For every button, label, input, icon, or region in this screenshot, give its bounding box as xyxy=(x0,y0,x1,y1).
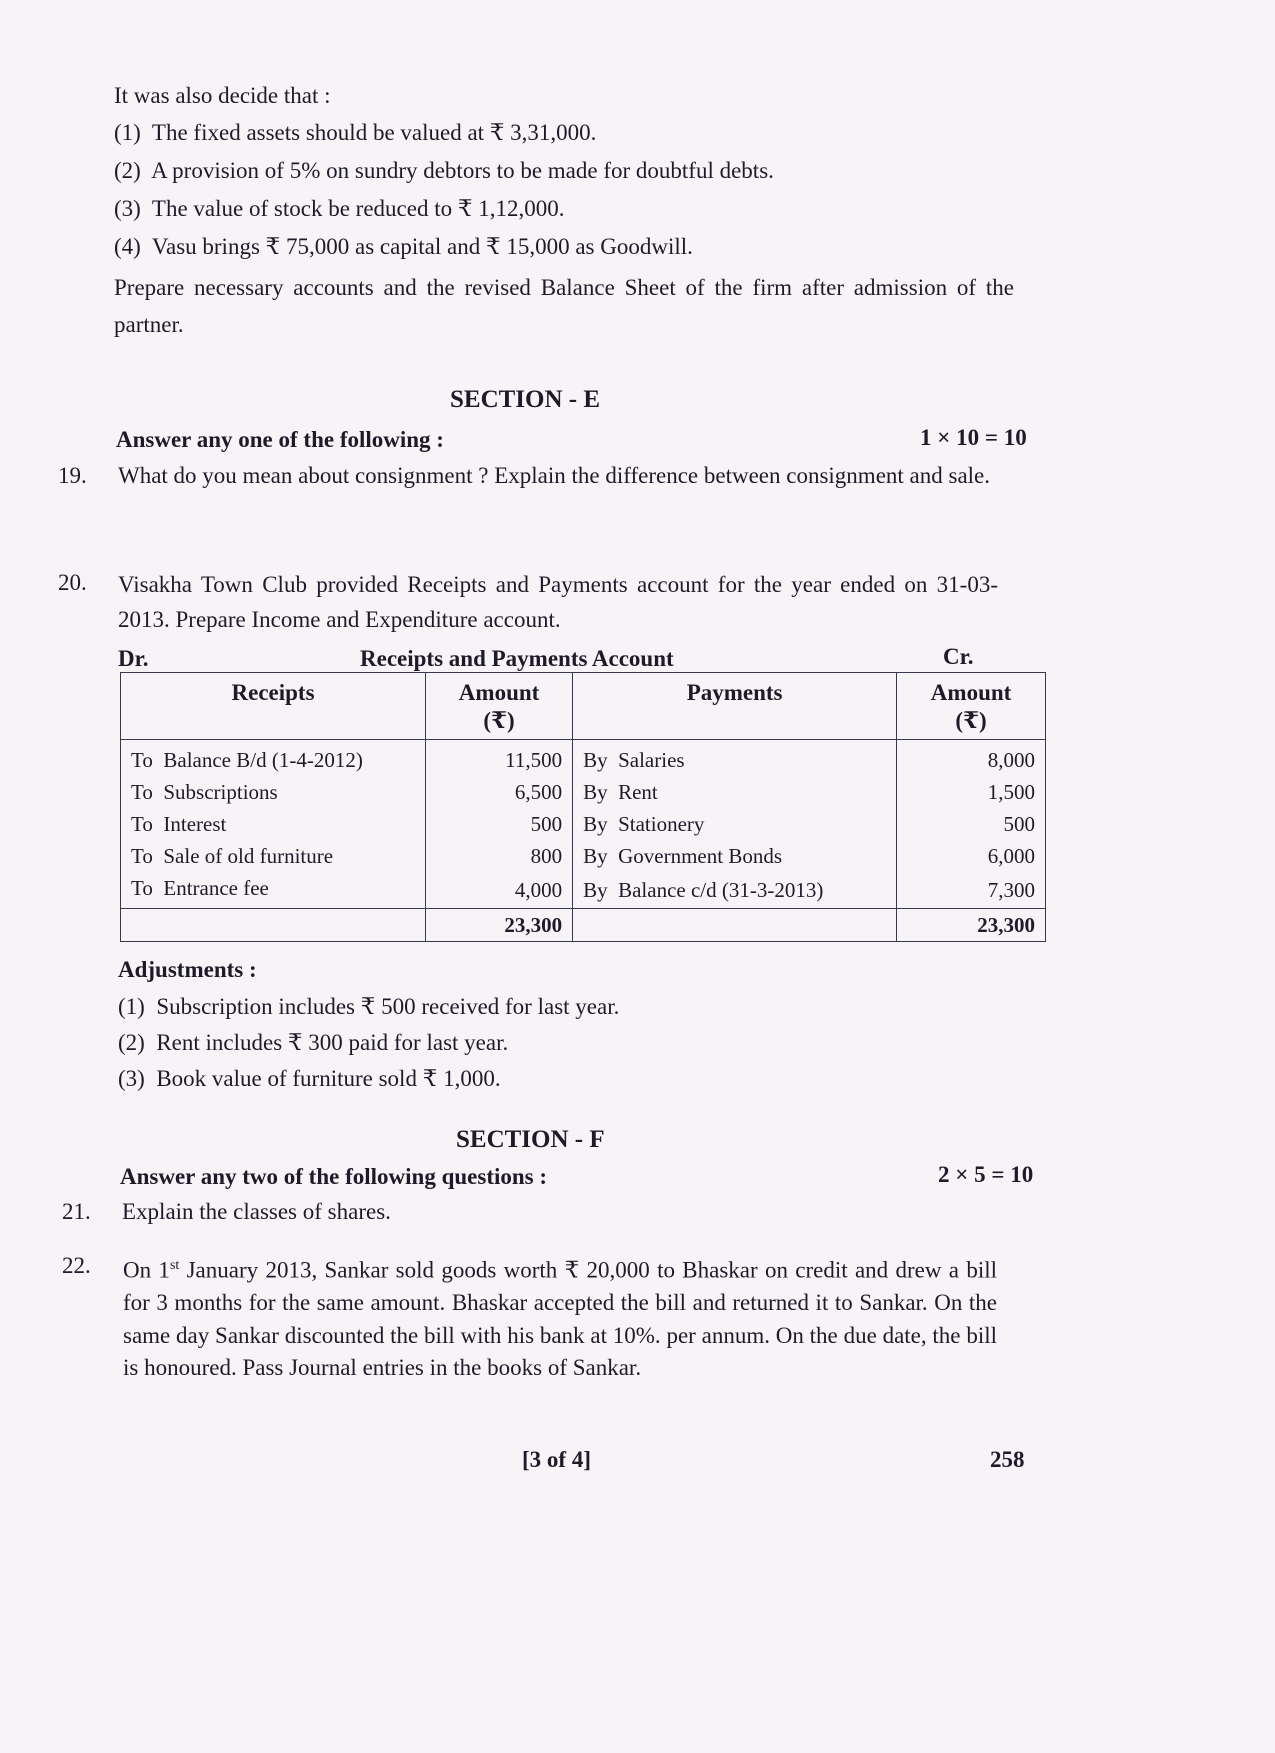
receipt-label: Balance B/d (1-4-2012) xyxy=(163,748,363,772)
header-amount-label: Amount (₹) xyxy=(930,680,1012,733)
header-receipts: Receipts xyxy=(121,673,426,740)
receipt-prefix: To xyxy=(131,812,153,836)
table-row xyxy=(121,740,1046,777)
payment-label: Government Bonds xyxy=(618,844,782,868)
payment-prefix: By xyxy=(583,812,608,836)
table-header-row xyxy=(121,673,1046,740)
decision-item-2 xyxy=(114,155,774,187)
table-row xyxy=(121,840,1046,872)
payment-cell xyxy=(573,740,897,777)
section-e-marks: 1 × 10 = 10 xyxy=(920,425,1027,450)
payment-label: Balance c/d (31-3-2013) xyxy=(618,878,824,902)
receipt-label: Sale of old furniture xyxy=(163,844,334,868)
paper-code: 258 xyxy=(990,1447,1025,1472)
question-number-21: 21. xyxy=(62,1199,91,1224)
payment-cell xyxy=(573,840,897,872)
payment-cell xyxy=(573,872,897,909)
total-receipt-label-cell xyxy=(121,909,426,942)
section-e-title: SECTION - E xyxy=(450,386,601,413)
payment-prefix: By xyxy=(583,748,608,772)
payment-amount: 7,300 xyxy=(897,872,1046,909)
question-number-19: 19. xyxy=(58,463,87,488)
receipt-label: Interest xyxy=(163,812,227,836)
total-payments: 23,300 xyxy=(897,909,1046,942)
receipt-cell xyxy=(121,872,426,909)
item-number: (4) xyxy=(114,234,141,259)
item-text: The fixed assets should be valued at ₹ 3,31,000. xyxy=(151,120,597,145)
credit-label: Cr. xyxy=(943,644,974,669)
payment-amount: 500 xyxy=(897,808,1046,840)
receipt-amount: 800 xyxy=(426,840,573,872)
header-amount-payments xyxy=(897,673,1046,740)
payment-prefix: By xyxy=(583,878,608,902)
adjustment-item-1 xyxy=(118,991,619,1023)
item-number: (3) xyxy=(114,196,141,221)
total-payment-label-cell xyxy=(573,909,897,942)
receipt-amount: 500 xyxy=(426,808,573,840)
decision-item-4 xyxy=(114,231,693,263)
payment-amount: 1,500 xyxy=(897,776,1046,808)
payment-label: Salaries xyxy=(618,748,685,772)
item-number: (2) xyxy=(114,158,141,183)
payment-prefix: By xyxy=(583,844,608,868)
item-number: (1) xyxy=(114,120,141,145)
table-row xyxy=(121,776,1046,808)
question-19-text: What do you mean about consignment ? Explain the difference between consignment and sale. xyxy=(118,463,991,488)
payment-label: Rent xyxy=(618,780,658,804)
receipt-amount: 6,500 xyxy=(426,776,573,808)
item-text: Book value of furniture sold ₹ 1,000. xyxy=(156,1066,501,1091)
account-title: Receipts and Payments Account xyxy=(360,646,674,671)
decision-item-1 xyxy=(114,117,596,149)
question-20-text: Visakha Town Club provided Receipts and Payments account for the year ended on 31-03-2013. Prepare Income and Expenditure account. xyxy=(118,572,998,632)
receipt-prefix: To xyxy=(131,844,153,868)
decision-item-3 xyxy=(114,193,564,225)
question-22-text xyxy=(123,1250,997,1385)
payment-amount: 6,000 xyxy=(897,840,1046,872)
page-indicator: [3 of 4] xyxy=(522,1447,591,1472)
q22-text-start: On 1 xyxy=(123,1257,170,1283)
payment-cell xyxy=(573,808,897,840)
question-number-20: 20. xyxy=(58,570,87,595)
payment-amount: 8,000 xyxy=(897,740,1046,777)
item-number: (3) xyxy=(118,1066,145,1091)
payment-label: Stationery xyxy=(618,812,705,836)
item-text: Rent includes ₹ 300 paid for last year. xyxy=(156,1030,509,1055)
adjustments-title: Adjustments : xyxy=(118,957,257,982)
header-payments: Payments xyxy=(573,673,897,740)
receipt-prefix: To xyxy=(131,748,153,772)
receipt-amount: 4,000 xyxy=(426,872,573,909)
table-row xyxy=(121,872,1046,909)
total-receipts: 23,300 xyxy=(426,909,573,942)
section-f-title: SECTION - F xyxy=(456,1126,605,1153)
receipt-cell xyxy=(121,808,426,840)
receipt-label: Entrance fee xyxy=(163,876,269,900)
section-f-marks: 2 × 5 = 10 xyxy=(938,1162,1034,1187)
receipt-prefix: To xyxy=(131,780,153,804)
item-text: The value of stock be reduced to ₹ 1,12,000. xyxy=(151,196,565,221)
table-row xyxy=(121,808,1046,840)
receipt-cell xyxy=(121,740,426,777)
item-number: (1) xyxy=(118,994,145,1019)
question-21-text: Explain the classes of shares. xyxy=(122,1199,391,1224)
receipt-amount: 11,500 xyxy=(426,740,573,777)
receipt-cell xyxy=(121,840,426,872)
payment-cell xyxy=(573,776,897,808)
q22-ordinal-suffix: st xyxy=(169,1258,180,1273)
adjustment-item-2 xyxy=(118,1027,508,1059)
section-f-instruction: Answer any two of the following questions : xyxy=(120,1164,548,1189)
payment-prefix: By xyxy=(583,780,608,804)
item-text: Vasu brings ₹ 75,000 as capital and ₹ 15,000 as Goodwill. xyxy=(151,234,693,259)
q22-text-rest: January 2013, Sankar sold goods worth ₹ 20,000 to Bhaskar on credit and drew a bill for 3 months for the same amount. Bhaskar accepted the bill and returned it to Sankar. On the same day Sankar discounted the bill with his bank at 10%. per annum. On the due date, the bill is honoured. Pass Journal entries in the books of Sankar. xyxy=(123,1257,997,1381)
adjustment-item-3 xyxy=(118,1063,501,1095)
intro-instruction: Prepare necessary accounts and the revised Balance Sheet of the firm after admission of the partner. xyxy=(114,275,1014,337)
item-text: A provision of 5% on sundry debtors to be made for doubtful debts. xyxy=(151,158,774,183)
decision-line: It was also decide that : xyxy=(114,83,331,108)
item-text: Subscription includes ₹ 500 received for last year. xyxy=(156,994,620,1019)
receipt-cell xyxy=(121,776,426,808)
header-amount-receipts xyxy=(426,673,573,740)
receipt-prefix: To xyxy=(131,876,153,900)
question-number-22: 22. xyxy=(62,1253,91,1278)
receipts-payments-table xyxy=(120,672,1046,942)
section-e-instruction: Answer any one of the following : xyxy=(116,427,444,452)
debit-label: Dr. xyxy=(118,646,149,671)
receipt-label: Subscriptions xyxy=(163,780,278,804)
total-row xyxy=(121,909,1046,942)
header-amount-label: Amount (₹) xyxy=(458,680,540,733)
item-number: (2) xyxy=(118,1030,145,1055)
